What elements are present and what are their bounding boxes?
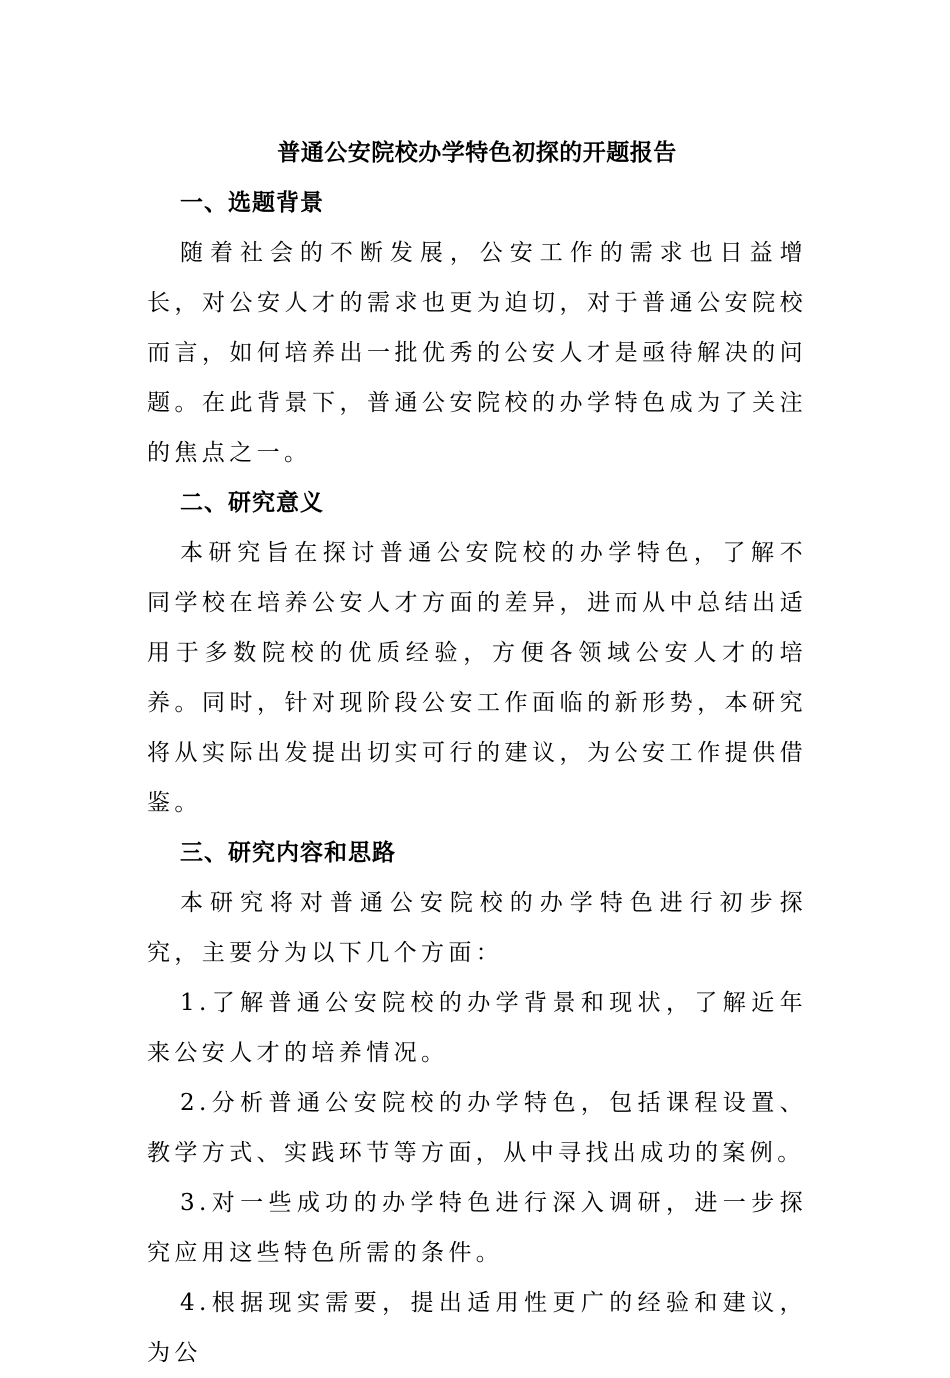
section-paragraph: 本研究将对普通公安院校的办学特色进行初步探究，主要分为以下几个方面：: [147, 890, 807, 966]
document-title: 普通公安院校办学特色初探的开题报告: [277, 139, 677, 166]
section-background: [147, 178, 807, 478]
list-item: 4.根据现实需要，提出适用性更广的经验和建议，为公: [147, 1290, 807, 1366]
section-paragraph: 随着社会的不断发展，公安工作的需求也日益增长，对公安人才的需求也更为迫切，对于普通公安院校而言，如何培养出一批优秀的公安人才是亟待解决的问题。在此背景下，普通公安院校的办学特色成为了关注的焦点之一。: [147, 240, 807, 466]
section-heading: 三、研究内容和思路: [180, 839, 396, 866]
list-item: 2.分析普通公安院校的办学特色，包括课程设置、教学方式、实践环节等方面，从中寻找出成功的案例。: [147, 1090, 807, 1166]
section-paragraph: 本研究旨在探讨普通公安院校的办学特色，了解不同学校在培养公安人才方面的差异，进而从中总结出适用于多数院校的优质经验，方便各领域公安人才的培养。同时，针对现阶段公安工作面临的新形势，本研究将从实际出发提出切实可行的建议，为公安工作提供借鉴。: [147, 540, 807, 816]
section-heading: 二、研究意义: [180, 489, 324, 516]
document-page: [147, 128, 807, 1378]
section-heading: 一、选题背景: [180, 189, 324, 216]
section-content: [147, 828, 807, 1378]
section-significance: [147, 478, 807, 828]
list-item: 3.对一些成功的办学特色进行深入调研，进一步探究应用这些特色所需的条件。: [147, 1190, 807, 1266]
list-item: 1.了解普通公安院校的办学背景和现状，了解近年来公安人才的培养情况。: [147, 990, 807, 1066]
